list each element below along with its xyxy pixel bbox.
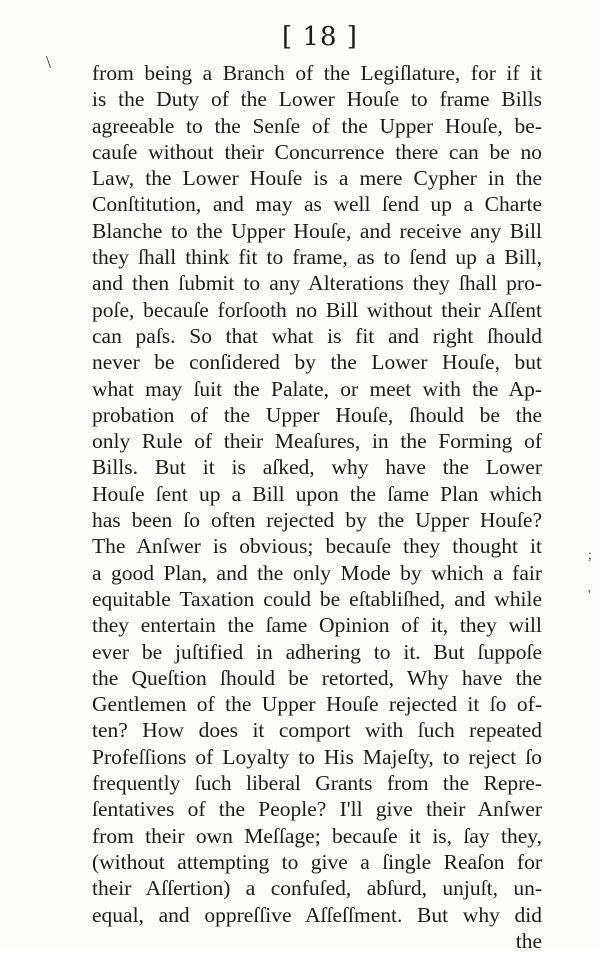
text-line: can paſs. So that what is fit and right ſhould bbox=[92, 323, 542, 348]
text-line: Bills. But it is aſked, why have the Lower bbox=[92, 455, 542, 480]
text-line: Conſtitution, and may as well ſend up a Charte bbox=[92, 192, 542, 217]
text-line: Gentlemen of the Upper Houſe rejected it ſo of- bbox=[92, 692, 542, 717]
text-line: Houſe ſent up a Bill upon the ſame Plan which bbox=[92, 481, 542, 506]
text-line: ten? How does it comport with ſuch repeated bbox=[92, 718, 542, 743]
text-line: ſentatives of the People? I'll give their Anſwer bbox=[92, 797, 542, 822]
text-line: the Queſtion ſhould be retorted, Why have the bbox=[92, 665, 542, 690]
text-line: equal, and oppreſſive Aſſeſſment. But why did bbox=[92, 902, 542, 927]
text-line: equitable Taxation could be eſtabliſhed, and while bbox=[92, 586, 542, 611]
text-line: ever be juſtified in adhering to it. But ſuppoſe bbox=[92, 639, 542, 664]
text-line: agreeable to the Senſe of the Upper Houſe, be- bbox=[92, 113, 542, 138]
text-line: frequently ſuch liberal Grants from the Repre- bbox=[92, 771, 542, 796]
text-line: and then ſubmit to any Alterations they ſhall pro- bbox=[92, 271, 542, 296]
text-line: has been ſo often rejected by the Upper Houſe? bbox=[92, 508, 542, 533]
page-number: [ 18 ] bbox=[282, 22, 358, 52]
text-line: a good Plan, and the only Mode by which a fair bbox=[92, 560, 542, 585]
text-line: from being a Branch of the Legiſlature, for if it bbox=[92, 61, 542, 85]
text-line: Law, the Lower Houſe is a mere Cypher in the bbox=[92, 166, 542, 191]
text-line: cauſe without their Concurrence there can be no bbox=[92, 139, 542, 164]
text-line: from their own Meſſage; becauſe it is, ſay they, bbox=[92, 823, 542, 848]
text-line: their Aſſertion) a confuſed, abſurd, unjuſt, un- bbox=[92, 876, 542, 901]
text-line: (without attempting to give a ſingle Reaſon for bbox=[92, 849, 542, 874]
text-line: The Anſwer is obvious; becauſe they thought it bbox=[92, 534, 542, 559]
margin-mark: \ bbox=[46, 52, 52, 72]
edge-mark: ' bbox=[588, 588, 591, 603]
text-line: only Rule of their Meaſures, in the Forming of bbox=[92, 429, 542, 454]
text-line: Blanche to the Upper Houſe, and receive any Bill bbox=[92, 218, 542, 243]
text-line: they ſhall think fit to frame, as to ſend up a Bill, bbox=[92, 245, 542, 270]
edge-mark: ; bbox=[588, 548, 592, 563]
text-line: Profeſſions of Loyalty to His Majeſty, to reject ſo bbox=[92, 744, 542, 769]
text-line: what may ſuit the Palate, or meet with the Ap- bbox=[92, 376, 542, 401]
text-line: poſe, becauſe forſooth no Bill without their Aſſent bbox=[92, 297, 542, 322]
text-line: is the Duty of the Lower Houſe to frame Bills bbox=[92, 87, 542, 112]
text-line: never be conſidered by the Lower Houſe, but bbox=[92, 350, 542, 375]
body-text bbox=[92, 60, 542, 954]
catchword: the bbox=[515, 928, 542, 953]
text-line: probation of the Upper Houſe, ſhould be the bbox=[92, 402, 542, 427]
text-line: they entertain the ſame Opinion of it, they will bbox=[92, 613, 542, 638]
